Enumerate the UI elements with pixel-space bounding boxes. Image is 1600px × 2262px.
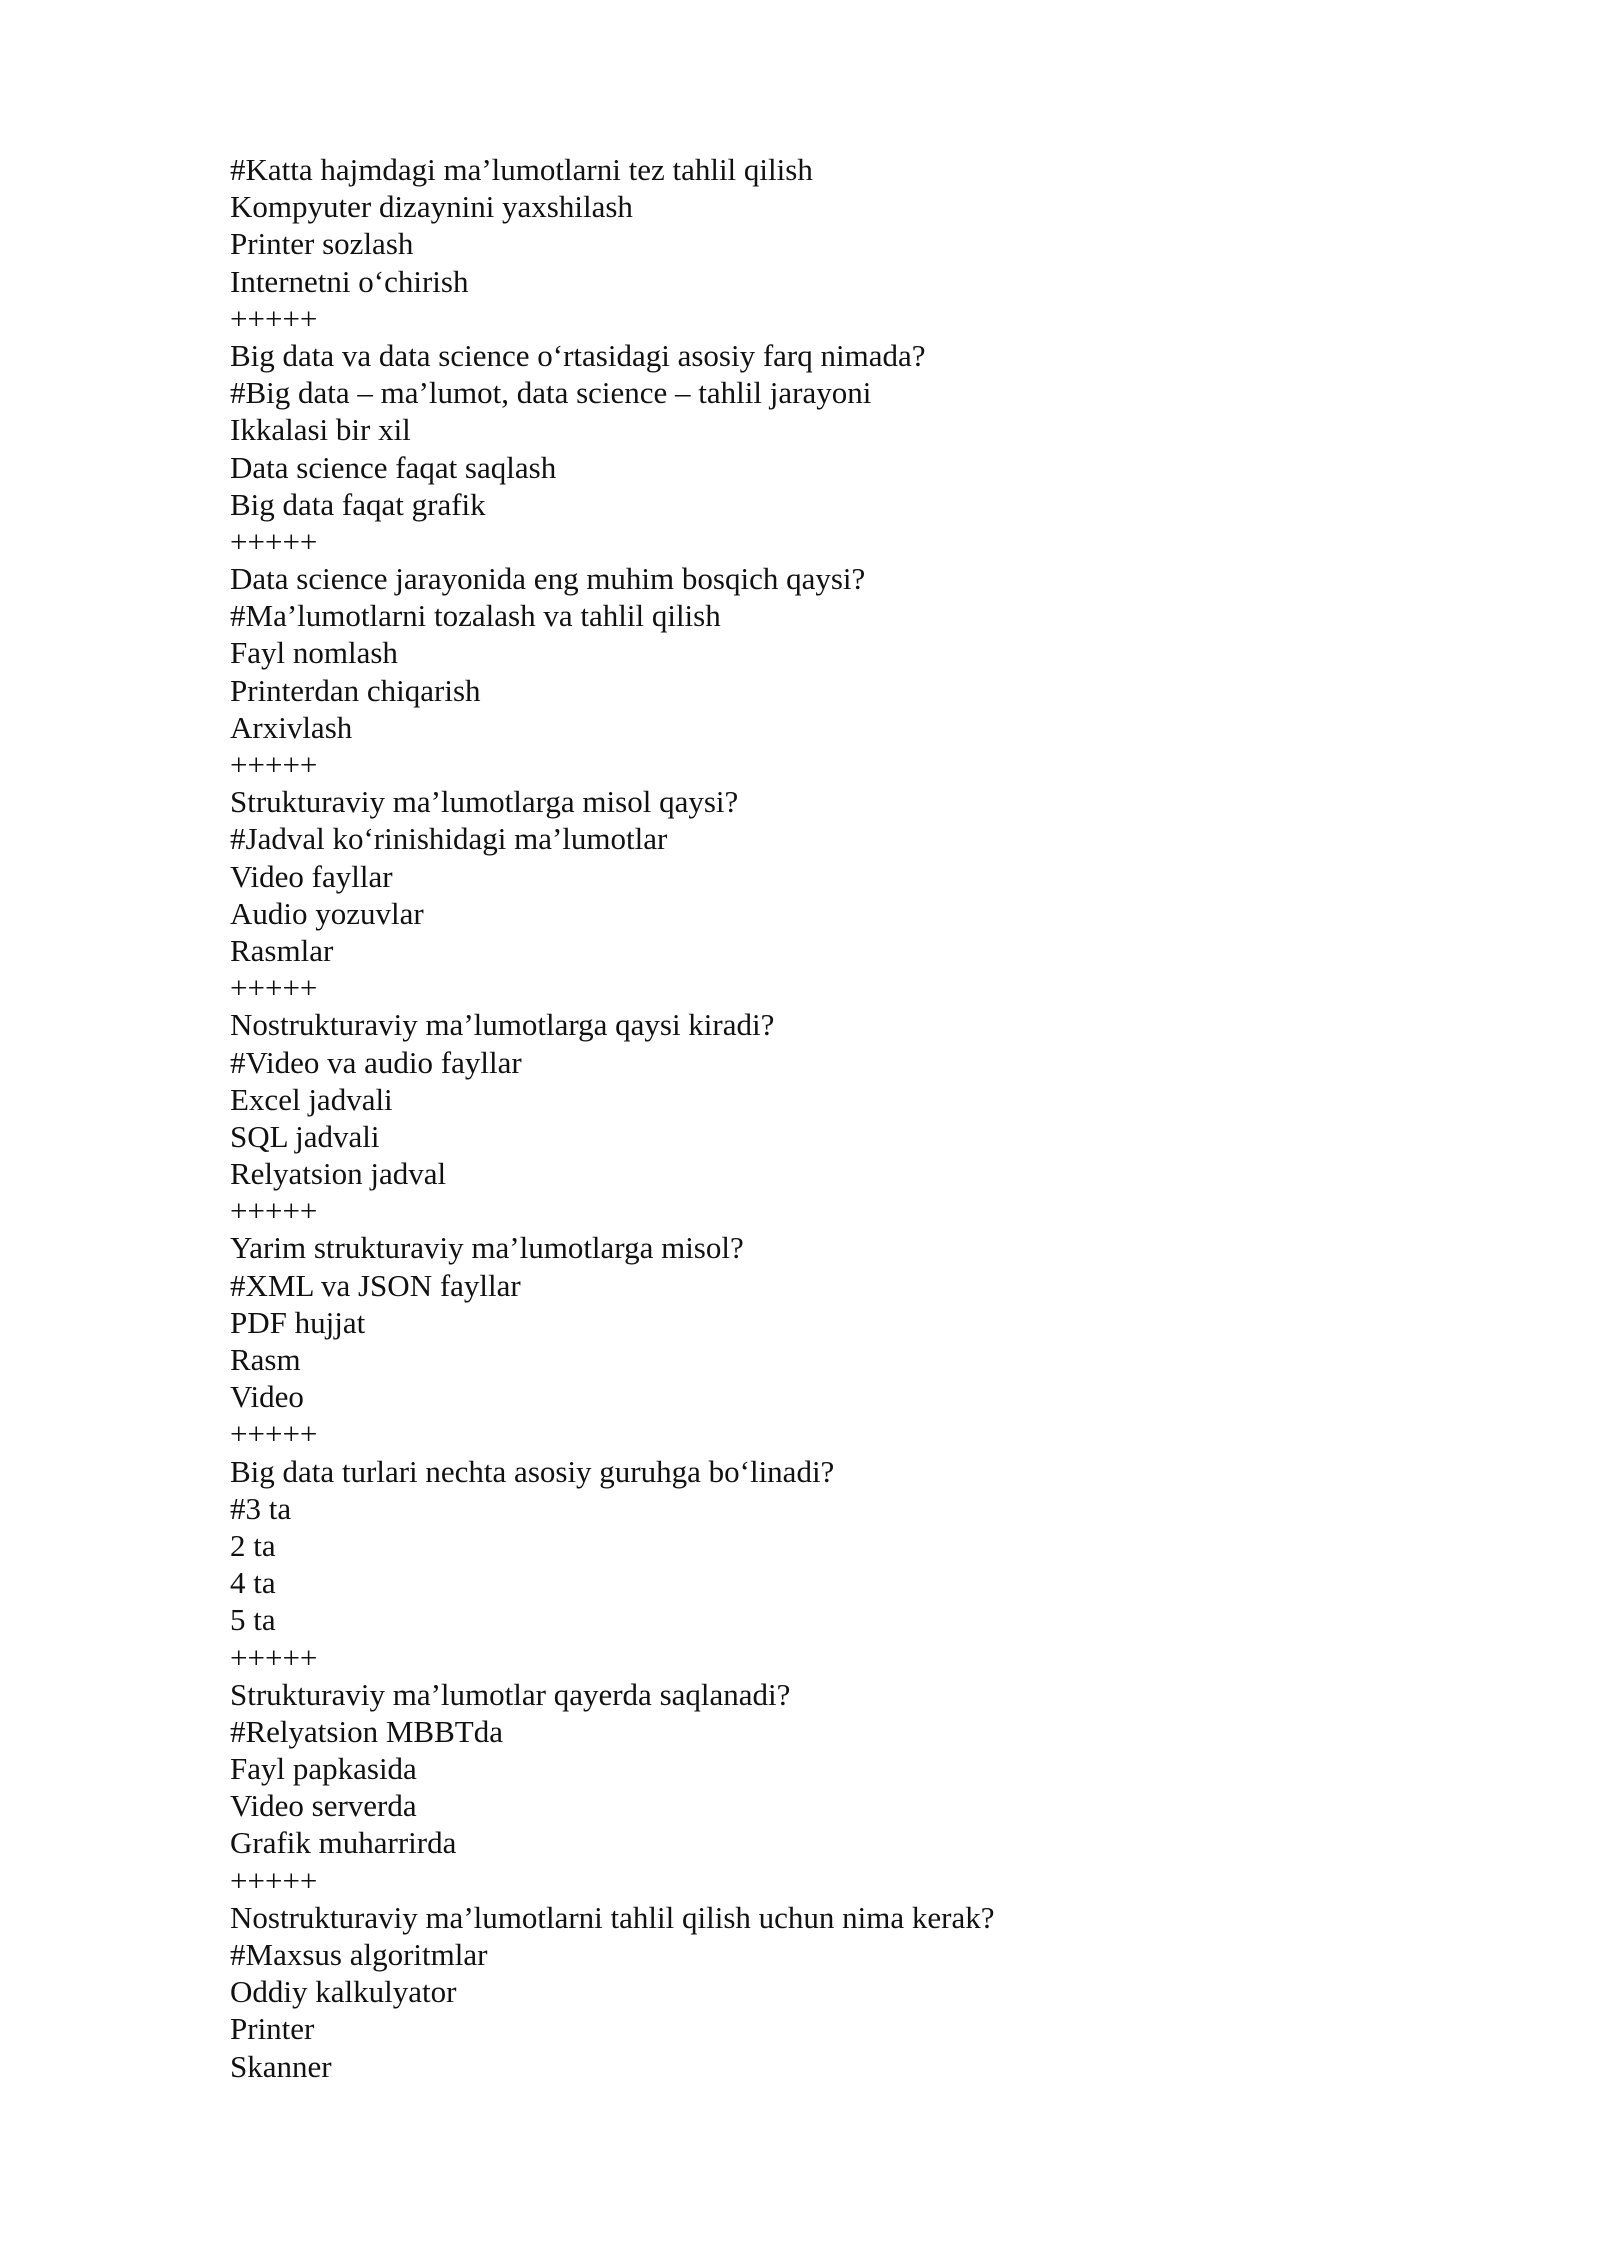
answer-option: Fayl papkasida (230, 1751, 417, 1787)
question-separator: +++++ (230, 523, 318, 559)
answer-option: SQL jadvali (230, 1118, 380, 1154)
answer-option: Printer sozlash (230, 226, 414, 262)
correct-answer-option: #Ma’lumotlarni tozalash va tahlil qilish (230, 598, 721, 634)
answer-option: Kompyuter dizaynini yaxshilash (230, 189, 633, 225)
question-separator: +++++ (230, 300, 318, 336)
question-separator: +++++ (230, 1416, 318, 1452)
answer-option: Ikkalasi bir xil (230, 412, 411, 448)
answer-option: Video (230, 1379, 304, 1415)
answer-option: PDF hujjat (230, 1304, 366, 1340)
answer-option: 2 ta (230, 1527, 276, 1563)
question-text: Strukturaviy ma’lumotlar qayerda saqlanadi? (230, 1676, 791, 1712)
question-separator: +++++ (230, 1639, 318, 1675)
answer-option: Rasm (230, 1342, 301, 1377)
answer-option: Grafik muharrirda (230, 1825, 457, 1861)
answer-option: Video fayllar (230, 858, 393, 894)
answer-option: Data science faqat saqlash (230, 449, 557, 485)
answer-option: Printer (230, 2011, 315, 2047)
correct-answer-option: #Big data – ma’lumot, data science – tahlil jarayoni (230, 375, 872, 411)
answer-option: Excel jadvali (230, 1081, 393, 1117)
question-separator: +++++ (230, 1193, 318, 1229)
correct-answer-option: #Jadval ko‘rinishidagi ma’lumotlar (230, 821, 668, 857)
correct-answer-option: #Video va audio fayllar (230, 1044, 522, 1080)
correct-answer-option: #Maxsus algoritmlar (230, 1937, 488, 1972)
question-text: Data science jarayonida eng muhim bosqich qaysi? (230, 561, 866, 597)
answer-option: Printerdan chiqarish (230, 672, 481, 708)
correct-answer-option: #Katta hajmdagi ma’lumotlarni tez tahlil qilish (230, 152, 813, 187)
answer-option: Arxivlash (230, 709, 353, 745)
correct-answer-option: #Relyatsion MBBTda (230, 1713, 503, 1749)
answer-option: Internetni o‘chirish (230, 263, 469, 299)
correct-answer-option: #3 ta (230, 1490, 292, 1526)
question-text: Nostrukturaviy ma’lumotlarni tahlil qilish uchun nima kerak? (230, 1899, 995, 1935)
question-separator: +++++ (230, 970, 318, 1006)
answer-option: 4 ta (230, 1565, 276, 1601)
answer-option: Video serverda (230, 1788, 417, 1824)
answer-option: Rasmlar (230, 932, 334, 968)
answer-option: 5 ta (230, 1602, 276, 1638)
answer-option: Big data faqat grafik (230, 486, 486, 522)
correct-answer-option: #XML va JSON fayllar (230, 1267, 521, 1303)
question-text: Yarim strukturaviy ma’lumotlarga misol? (230, 1230, 744, 1266)
question-text: Strukturaviy ma’lumotlarga misol qaysi? (230, 784, 739, 820)
answer-option: Audio yozuvlar (230, 895, 424, 931)
answer-option: Fayl nomlash (230, 635, 398, 671)
question-text: Nostrukturaviy ma’lumotlarga qaysi kiradi? (230, 1007, 775, 1043)
question-text: Big data turlari nechta asosiy guruhga bo‘linadi? (230, 1453, 835, 1489)
answer-option: Skanner (230, 2048, 332, 2084)
question-separator: +++++ (230, 747, 318, 782)
answer-option: Relyatsion jadval (230, 1156, 447, 1192)
answer-option: Oddiy kalkulyator (230, 1974, 457, 2010)
quiz-text (230, 151, 1430, 2085)
question-text: Big data va data science o‘rtasidagi asosiy farq nimada? (230, 337, 926, 373)
question-separator: +++++ (230, 1862, 318, 1898)
